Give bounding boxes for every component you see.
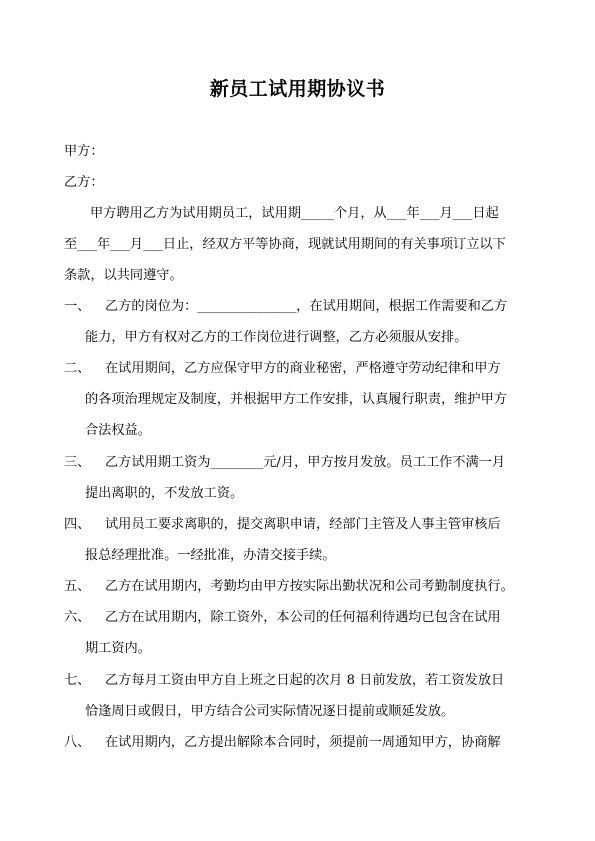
clause-line: 提出离职的，不发放工资。 [85, 486, 244, 501]
clause-line: 在试用期间，乙方应保守甲方的商业秘密，严格遵守劳动纪律和甲方 [105, 361, 501, 376]
clause-number: 六、 [64, 610, 91, 625]
clause-line: 能力，甲方有权对乙方的工作岗位进行调整，乙方必须服从安排。 [85, 330, 468, 345]
clause-line: 恰逢周日或假日，甲方结合公司实际情况逐日提前或顺延发放。 [85, 704, 455, 719]
document-title: 新员工试用期协议书 [209, 78, 386, 100]
clause-line: 乙方试用期工资为________元/月，甲方按月发放。员工工作不满一月 [105, 455, 506, 470]
clause-number: 七、 [64, 673, 91, 688]
clause-line: 在试用期内，乙方提出解除本合同时，须提前一周通知甲方，协商解 [105, 735, 501, 750]
clause-line: 的各项治理规定及制度，并根据甲方工作安排，认真履行职责，维护甲方 [85, 392, 507, 407]
intro-line: 至___年___月___日止，经双方平等协商，现就试用期间的有关事项订立以下 [64, 237, 506, 252]
clause-line: 乙方在试用期内，除工资外，本公司的任何福利待遇均已包含在试用 [105, 610, 501, 625]
clause-number: 八、 [64, 735, 91, 750]
clause-number: 一、 [64, 299, 91, 314]
clause-number: 三、 [64, 455, 91, 470]
party-a-label: 甲方： [64, 144, 104, 159]
intro-line: 甲方聘用乙方为试用期员工，试用期_____个月，从___年___月___日起 [90, 206, 499, 221]
clause-line: 合法权益。 [85, 423, 151, 438]
clause-number: 五、 [64, 579, 91, 594]
clause-line: 试用员工要求离职的，提交离职申请，经部门主管及人事主管审核后 [105, 517, 501, 532]
clause-number: 四、 [64, 517, 91, 532]
clause-line: 期工资内。 [85, 641, 151, 656]
clause-line: 乙方每月工资由甲方自上班之日起的次月 8 日前发放，若工资发放日 [105, 673, 505, 688]
clause-number: 二、 [64, 361, 91, 376]
clause-line: 乙方的岗位为：_______________，在试用期间，根据工作需要和乙方 [105, 299, 508, 314]
clause-line: 报总经理批准。一经批准，办清交接手续。 [85, 548, 336, 563]
clause-line: 乙方在试用期内，考勤均由甲方按实际出勤状况和公司考勤制度执行。 [105, 579, 514, 594]
party-b-label: 乙方： [64, 175, 104, 190]
intro-line: 条款，以共同遵守。 [64, 268, 183, 283]
